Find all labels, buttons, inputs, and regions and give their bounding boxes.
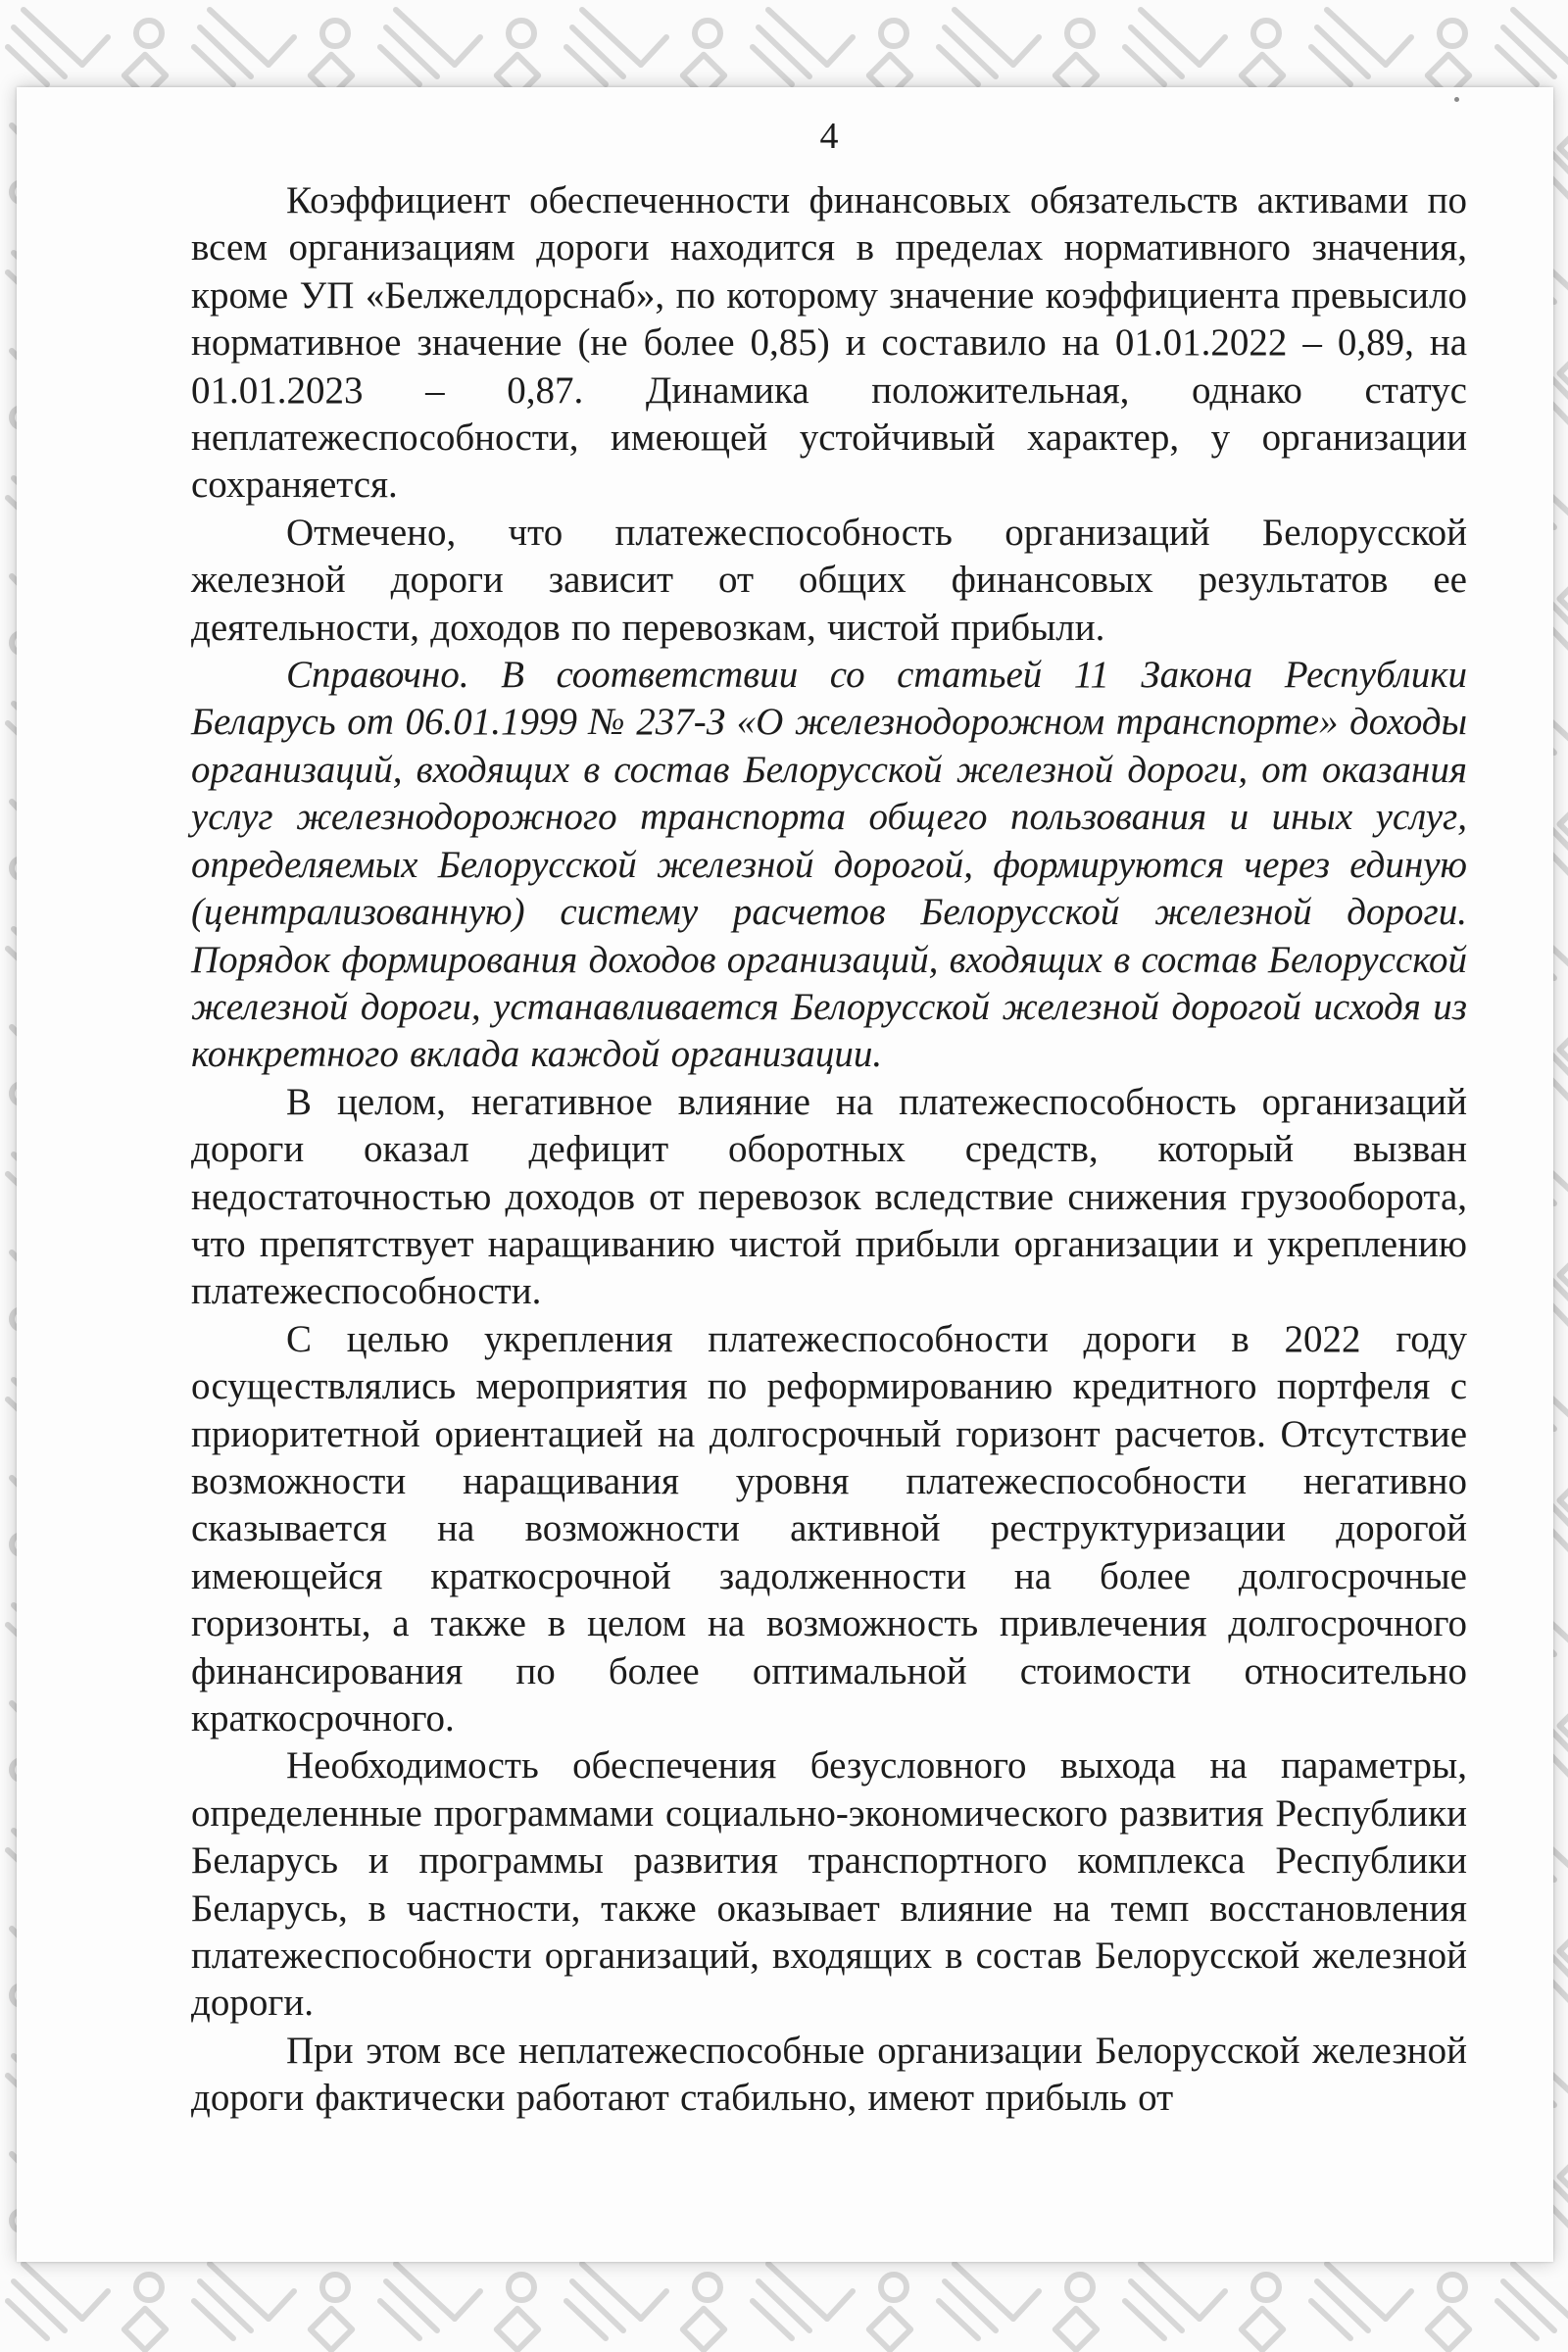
document-page <box>17 87 1553 2262</box>
paragraph-stable-operation: При этом все неплатежеспособные организации Белорусской железной дороги фактически работают стабильно, имеют прибыль от <box>191 2029 1467 2120</box>
paragraph-coefficient: Коэффициент обеспеченности финансовых обязательств активами по всем организациям дороги находится в пределах нормативного значения, кроме УП «Белжелдорснаб», по которому значение коэффициента превысило нормативное значение (не более 0,85) и составило на 01.01.2022 – 0,89, на 01.01.2023 – 0,87. Динамика положительная, однако статус неплатежеспособности, имеющей устойчивый характер, у организации сохраняется. <box>191 179 1467 507</box>
scan-artifact-dot <box>1454 97 1459 102</box>
page-number: 4 <box>819 116 839 157</box>
paragraph-reference-law: Справочно. В соответствии со статьей 11 Закона Республики Беларусь от 06.01.1999 № 237-З «О железнодорожном транспорте» доходы организаций, входящих в состав Белорусской железной дороги, от оказания услуг железнодорожного транспорта общего пользования и иных услуг, определяемых Белорусской железной дорогой, формируются через единую (централизованную) систему расчетов Белорусской железной дороги. Порядок формирования доходов организаций, входящих в состав Белорусской железной дороги, устанавливается Белорусской железной дорогой исходя из конкретного вклада каждой организации. <box>191 654 1467 1076</box>
paragraph-solvency-note: Отмечено, что платежеспособность организаций Белорусской железной дороги зависит от общих финансовых результатов ее деятельности, доходов по перевозкам, чистой прибыли. <box>191 511 1467 649</box>
page-content <box>17 87 1553 2123</box>
paragraph-credit-portfolio: С целью укрепления платежеспособности дороги в 2022 году осуществлялись мероприятия по реформированию кредитного портфеля с приоритетной ориентацией на долгосрочный горизонт расчетов. Отсутствие возможности наращивания уровня платежеспособности негативно сказывается на возможности активной реструктуризации дорогой имеющейся краткосрочной задолженности на более долгосрочные горизонты, а также в целом на возможность привлечения долгосрочного финансирования по более оптимальной стоимости относительно краткосрочного. <box>191 1317 1467 1740</box>
paragraph-state-programs: Необходимость обеспечения безусловного выхода на параметры, определенные программами социально-экономического развития Республики Беларусь и программы развития транспортного комплекса Республики Беларусь, в частности, также оказывает влияние на темп восстановления платежеспособности организаций, входящих в состав Белорусской железной дороги. <box>191 1744 1467 2025</box>
paragraph-negative-influence: В целом, негативное влияние на платежеспособность организаций дороги оказал дефицит оборотных средств, который вызван недостаточностью доходов от перевозок вследствие снижения грузооборота, что препятствует наращиванию чистой прибыли организации и укреплению платежеспособности. <box>191 1080 1467 1313</box>
